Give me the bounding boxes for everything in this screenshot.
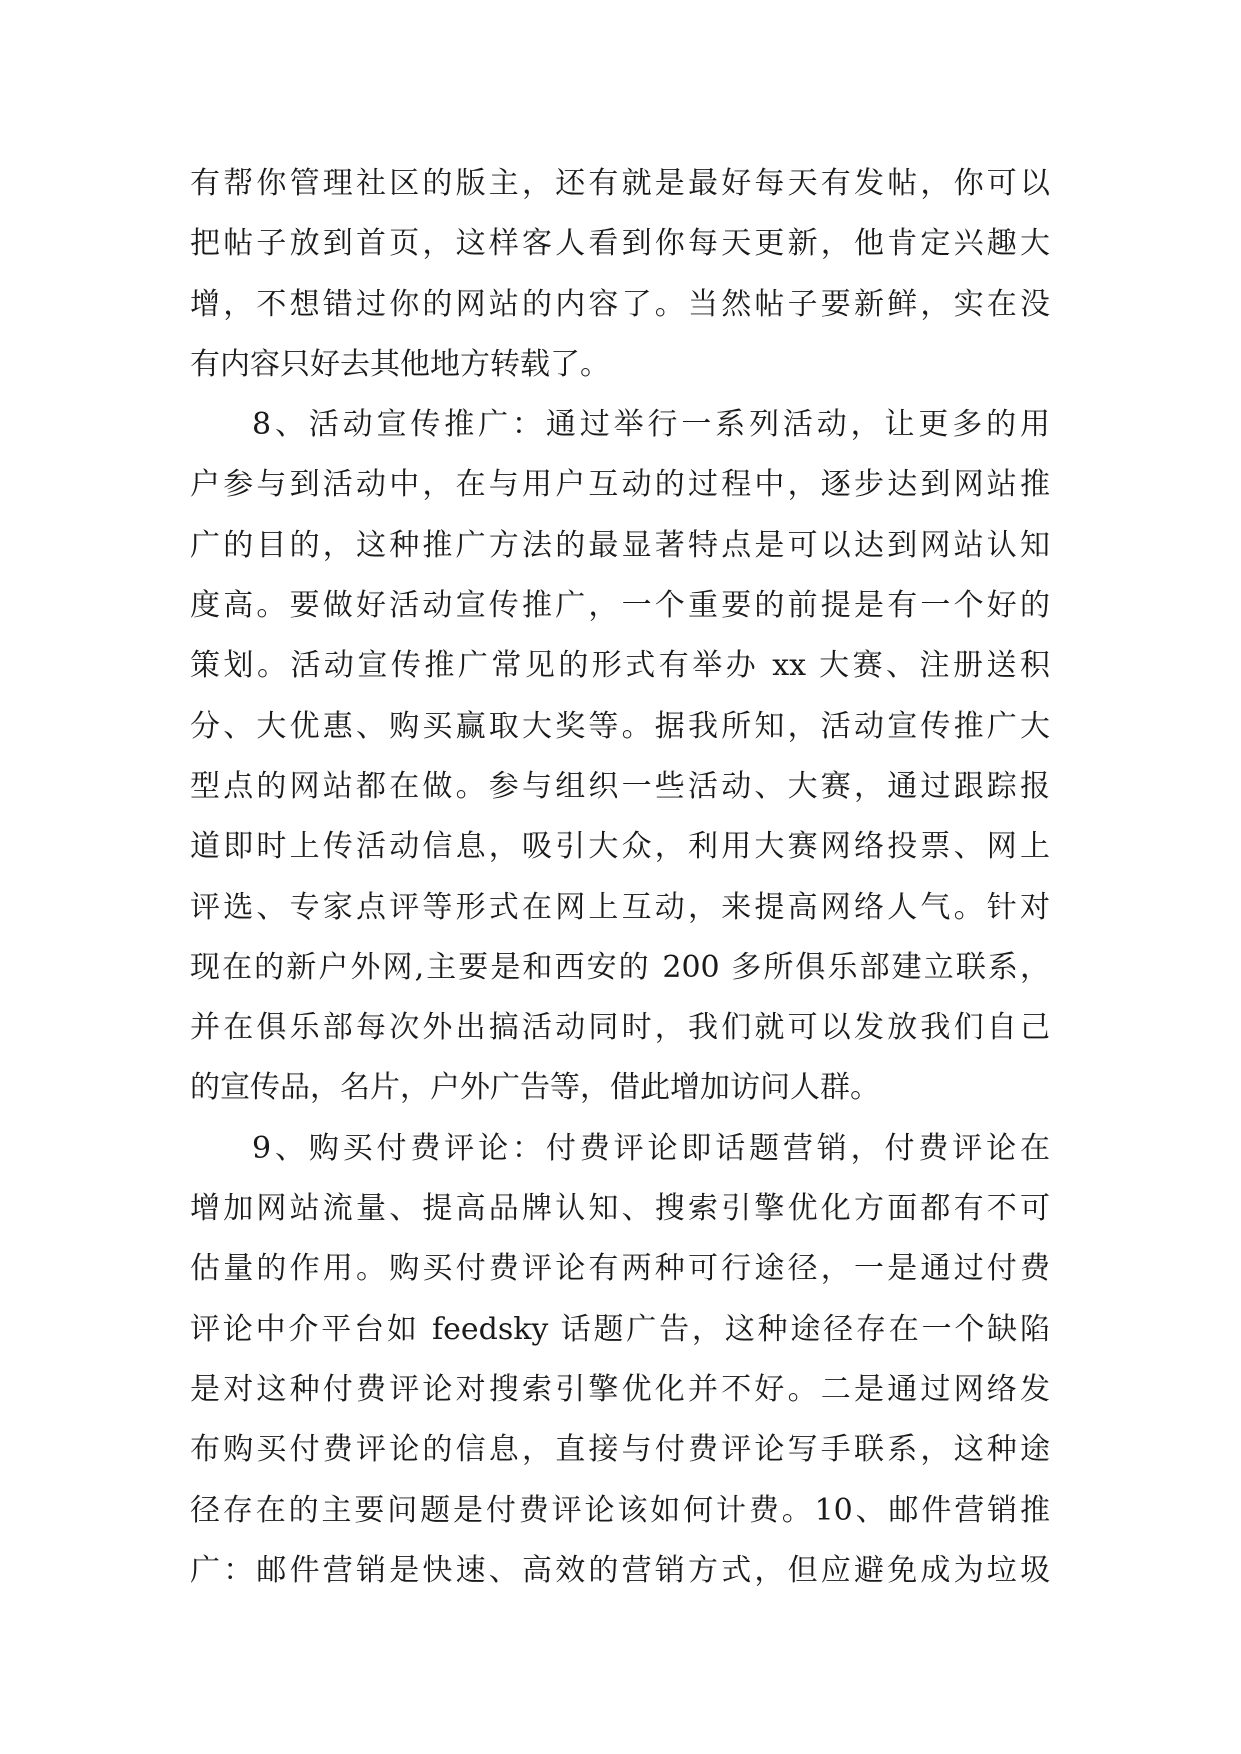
text-line: 径存在的主要问题是付费评论该如何计费。10、邮件营销推	[190, 1492, 1050, 1528]
text-line: 策划。活动宣传推广常见的形式有举办 xx 大赛、注册送积	[190, 648, 1050, 684]
text-line: 现在的新户外网,主要是和西安的 200 多所俱乐部建立联系，	[190, 949, 1050, 985]
text-line: 9、购买付费评论：付费评论即话题营销，付费评论在	[252, 1130, 1050, 1166]
text-line: 是对这种付费评论对搜索引擎优化并不好。二是通过网络发	[190, 1371, 1050, 1407]
text-line: 度高。要做好活动宣传推广，一个重要的前提是有一个好的	[190, 588, 1050, 624]
text-line: 广的目的，这种推广方法的最显著特点是可以达到网站认知	[190, 527, 1050, 563]
text-line: 有内容只好去其他地方转载了。	[190, 346, 610, 382]
text-line: 并在俱乐部每次外出搞活动同时，我们就可以发放我们自己	[190, 1010, 1050, 1046]
text-line: 分、大优惠、购买赢取大奖等。据我所知，活动宣传推广大	[190, 708, 1050, 744]
text-line: 广：邮件营销是快速、高效的营销方式，但应避免成为垃圾	[190, 1552, 1050, 1588]
text-line: 8、活动宣传推广：通过举行一系列活动，让更多的用	[252, 407, 1050, 443]
paragraph-9-paid-reviews	[190, 1119, 1050, 1601]
text-line: 增加网站流量、提高品牌认知、搜索引擎优化方面都有不可	[190, 1191, 1050, 1227]
body-text	[190, 154, 1050, 1601]
text-line: 道即时上传活动信息，吸引大众，利用大赛网络投票、网上	[190, 829, 1050, 865]
paragraph-continued	[190, 154, 1050, 395]
text-line: 布购买付费评论的信息，直接与付费评论写手联系，这种途	[190, 1432, 1050, 1468]
paragraph-8-activity-promotion	[190, 395, 1050, 1119]
text-line: 把帖子放到首页，这样客人看到你每天更新，他肯定兴趣大	[190, 226, 1050, 262]
text-line: 增，不想错过你的网站的内容了。当然帖子要新鲜，实在没	[190, 286, 1050, 322]
text-line: 有帮你管理社区的版主，还有就是最好每天有发帖，你可以	[190, 166, 1050, 201]
text-line: 的宣传品，名片，户外广告等，借此增加访问人群。	[190, 1070, 880, 1106]
text-line: 评选、专家点评等形式在网上互动，来提高网络人气。针对	[190, 889, 1050, 925]
text-line: 估量的作用。购买付费评论有两种可行途径，一是通过付费	[190, 1251, 1050, 1287]
text-line: 户参与到活动中，在与用户互动的过程中，逐步达到网站推	[190, 467, 1050, 503]
text-line: 型点的网站都在做。参与组织一些活动、大赛，通过跟踪报	[190, 768, 1050, 804]
text-line: 评论中介平台如 feedsky 话题广告，这种途径存在一个缺陷	[190, 1311, 1050, 1347]
